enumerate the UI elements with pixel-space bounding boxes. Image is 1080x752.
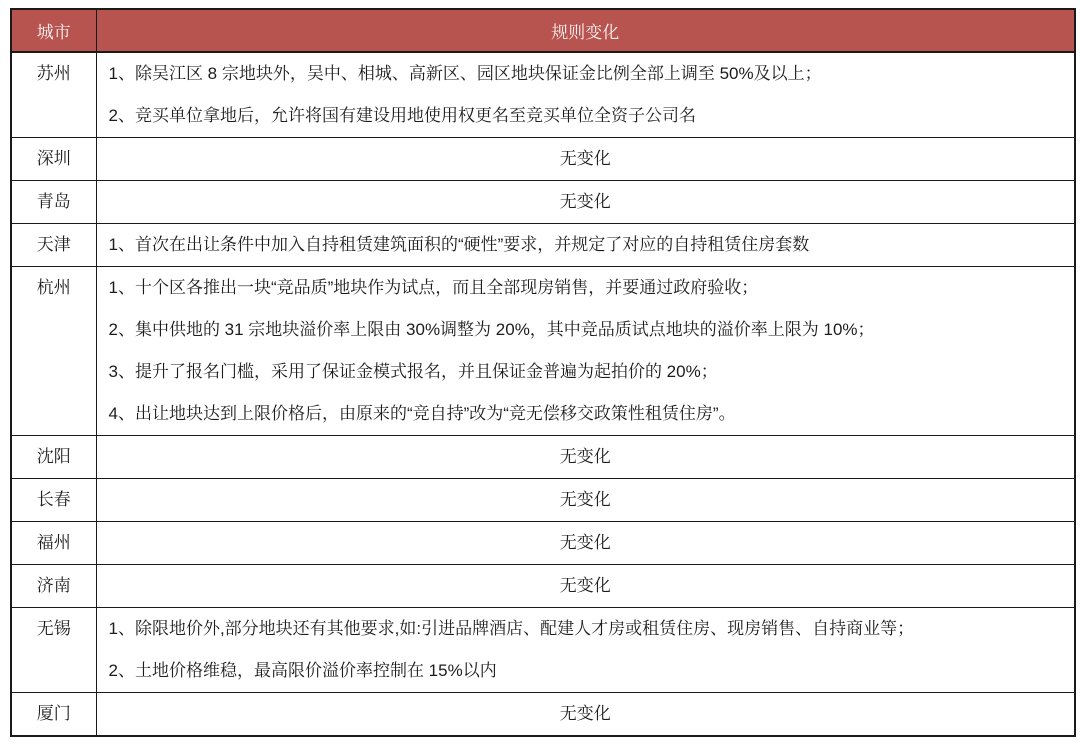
- rule-line: 2、竞买单位拿地后，允许将国有建设用地使用权更名至竞买单位全资子公司名: [108, 106, 696, 125]
- header-cell-city: 城市: [11, 9, 96, 52]
- city-cell: 长春: [11, 479, 96, 522]
- rules-cell: [96, 138, 1075, 181]
- table-body: [11, 52, 1075, 736]
- city-rule-changes-table: [10, 8, 1076, 737]
- table-row: [11, 693, 1075, 737]
- rules-cell: [96, 565, 1075, 608]
- city-cell: 青岛: [11, 181, 96, 224]
- city-cell: 苏州: [11, 52, 96, 138]
- table-row: [11, 181, 1075, 224]
- rules-cell: [96, 522, 1075, 565]
- city-cell: 沈阳: [11, 436, 96, 479]
- rule-line: 3、提升了报名门槛，采用了保证金模式报名，并且保证金普遍为起拍价的 20%；: [108, 362, 718, 381]
- rule-line: 1、首次在出让条件中加入自持租赁建筑面积的“硬性”要求，并规定了对应的自持租赁住房套数: [108, 235, 810, 254]
- table-row: [11, 138, 1075, 181]
- rule-line: 2、集中供地的 31 宗地块溢价率上限由 30%调整为 20%，其中竞品质试点地块的溢价率上限为 10%；: [108, 320, 875, 339]
- rules-cell: [96, 52, 1075, 138]
- table-row: [11, 52, 1075, 138]
- table-row: [11, 436, 1075, 479]
- table-row: [11, 479, 1075, 522]
- header-cell-rules: 规则变化: [96, 9, 1075, 52]
- city-cell: 济南: [11, 565, 96, 608]
- rule-line: 无变化: [559, 490, 611, 509]
- table-row: [11, 565, 1075, 608]
- rule-line: 无变化: [559, 533, 611, 552]
- rule-line: 无变化: [559, 149, 611, 168]
- table-row: [11, 267, 1075, 436]
- rule-line: 1、十个区各推出一块“竞品质”地块作为试点，而且全部现房销售，并要通过政府验收；: [108, 278, 759, 297]
- city-cell: 杭州: [11, 267, 96, 436]
- rules-cell: [96, 608, 1075, 693]
- rule-line: 无变化: [559, 192, 611, 211]
- city-cell: 天津: [11, 224, 96, 267]
- table-row: [11, 224, 1075, 267]
- rules-cell: [96, 693, 1075, 737]
- rule-line: 无变化: [559, 704, 611, 723]
- rules-cell: [96, 479, 1075, 522]
- table-row: [11, 608, 1075, 693]
- city-cell: 福州: [11, 522, 96, 565]
- rule-line: 1、除吴江区 8 宗地块外，吴中、相城、高新区、园区地块保证金比例全部上调至 50%及以上；: [108, 64, 822, 83]
- rule-line: 2、土地价格维稳，最高限价溢价率控制在 15%以内: [108, 661, 497, 680]
- city-cell: 深圳: [11, 138, 96, 181]
- header-row: [11, 9, 1075, 52]
- rule-line: 1、除限地价外,部分地块还有其他要求,如:引进品牌酒店、配建人才房或租赁住房、现房销售、自持商业等；: [108, 619, 915, 638]
- city-cell: 厦门: [11, 693, 96, 737]
- rule-line: 4、出让地块达到上限价格后，由原来的“竞自持”改为“竞无偿移交政策性租赁住房”。: [108, 404, 736, 423]
- rules-cell: [96, 436, 1075, 479]
- table-row: [11, 522, 1075, 565]
- rules-cell: [96, 267, 1075, 436]
- rules-cell: [96, 224, 1075, 267]
- city-cell: 无锡: [11, 608, 96, 693]
- rule-line: 无变化: [559, 576, 611, 595]
- rule-line: 无变化: [559, 447, 611, 466]
- rules-cell: [96, 181, 1075, 224]
